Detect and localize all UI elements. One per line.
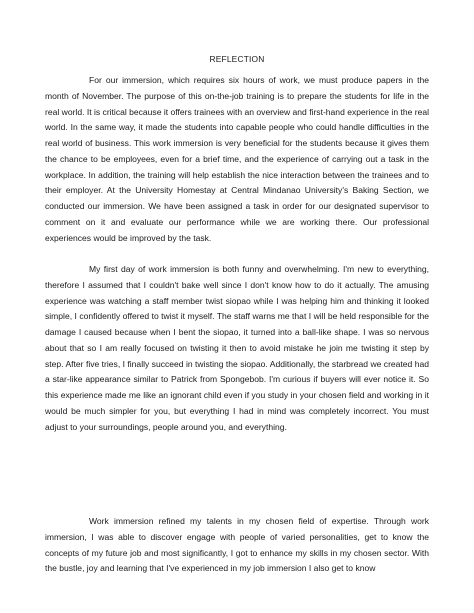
page-title: REFLECTION	[209, 54, 265, 64]
paragraph-talents: Work immersion refined my talents in my chosen field of expertise. Through work immersion, I was able to discover engage with people of varied personalities, get to know the concepts of my future job and most significantly, I got to enhance my skills in my chosen sector. With the bustle, joy and learning that I've experienced in my job immersion I also get to know	[45, 516, 429, 574]
paragraph-purpose: For our immersion, which requires six hours of work, we must produce papers in the month of November. The purpose of this on-the-job training is to prepare the students for life in the real world. It is critical because it offers trainees with an overview and first-hand experience in the real world. In the same way, it made the students into capable people who could handle difficulties in the real world of business. This work immersion is very beneficial for the students because it gives them the chance to be employees, even for a brief time, and the experience of carrying out a task in the workplace. In addition, the training will help establish the nice interaction between the trainees and to their employer. At the University Homestay at Central Mindanao University's Baking Section, we conducted our immersion. We have been assigned a task in order for our designated supervisor to comment on it and evaluate our performance while we are working there. Our professional experiences would be improved by the task.	[45, 75, 429, 243]
paragraph-first-day: My first day of work immersion is both funny and overwhelming. I'm new to everything, therefore I assumed that I couldn't bake well since I don't know how to do it actually. The amusing experience was watching a staff member twist siopao while I was helping him and thinking it looked simple, I confidently offered to twist it myself. The staff warns me that I will be held responsible for the damage I caused because when I bent the siopao, it turned into a ball-like shape. I was so nervous about that so I am really focused on twisting it then to avoid mistake he join me twisting it step by step. After five tries, I finally succeed in twisting the siopao. Additionally, the starbread we created had a star-like appearance similar to Patrick from Spongebob. I'm curious if buyers will ever notice it. So this experience made me like an ignorant child even if you study in your chosen field and working in it would be much simpler for you, but everything I had in mind was completely incorrect. You must adjust to your surroundings, people around you, and everything.	[45, 264, 429, 432]
